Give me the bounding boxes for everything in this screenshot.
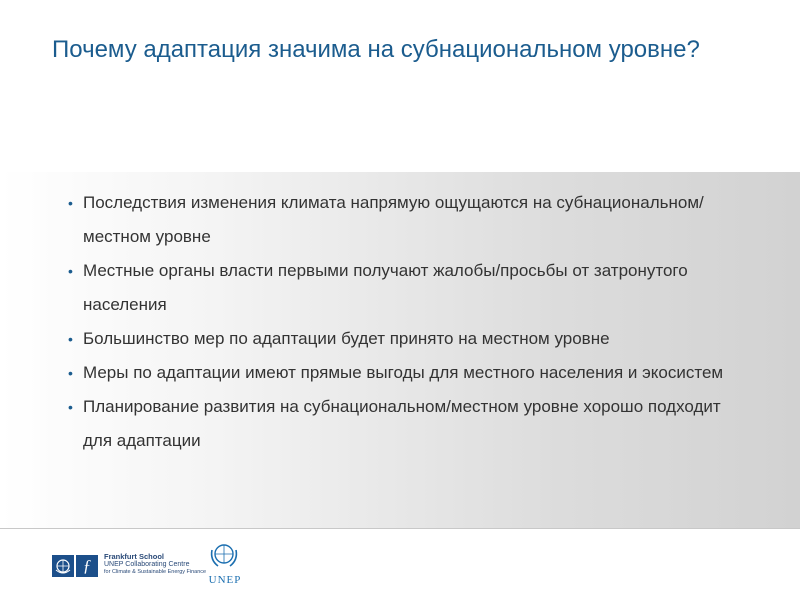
bullet-text: Местные органы власти первыми получают жалобы/просьбы от затронутого населения: [83, 261, 688, 314]
bullet-marker: •: [68, 365, 73, 381]
bullet-text: Последствия изменения климата напрямую ощущаются на субнациональном/местном уровне: [83, 193, 704, 246]
unep-emblem-icon: [208, 538, 240, 570]
fs-line2: UNEP Collaborating Centre: [104, 561, 190, 568]
bullet-marker: •: [68, 331, 73, 347]
bullet-text: Большинство мер по адаптации будет принято на местном уровне: [83, 329, 610, 348]
fs-line3: for Climate & Sustainable Energy Finance: [104, 569, 207, 575]
bullet-item: [68, 254, 748, 322]
frankfurt-school-logo-text: [104, 553, 214, 576]
bullet-marker: •: [68, 399, 73, 415]
bullet-item: [68, 186, 748, 254]
frankfurt-school-icon: ƒ: [76, 555, 98, 577]
bullet-item: [68, 390, 748, 458]
fs-name: Frankfurt School: [104, 552, 165, 561]
bullet-item: [68, 356, 748, 390]
un-emblem-icon: [52, 555, 74, 577]
bullet-item: [68, 322, 748, 356]
bullet-text: Планирование развития на субнациональном/местном уровне хорошо подходит для адаптации: [83, 397, 721, 450]
unep-label: UNEP: [208, 574, 242, 586]
footer-divider: [0, 528, 800, 529]
bullet-list: [68, 186, 748, 458]
slide-title: Почему адаптация значима на субнациональном уровне?: [52, 36, 700, 63]
bullet-marker: •: [68, 263, 73, 279]
bullet-marker: •: [68, 195, 73, 211]
bullet-text: Меры по адаптации имеют прямые выгоды для местного населения и экосистем: [83, 363, 724, 382]
